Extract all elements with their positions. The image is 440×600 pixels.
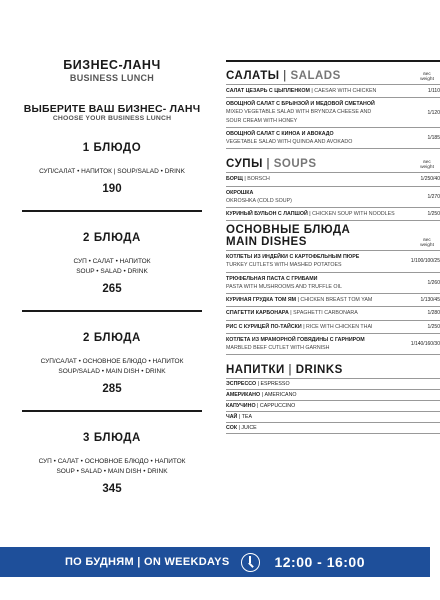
item-name-en: PASTA WITH MUSHROOMS AND TRUFFLE OIL xyxy=(226,283,342,290)
combo-desc xyxy=(22,357,202,377)
mains-header xyxy=(226,224,440,251)
item-name-ru: РИС С КУРИЦЕЙ ПО-ТАЙСКИ xyxy=(226,323,302,330)
section-title-ru: САЛАТЫ xyxy=(226,70,280,82)
weight-label-ru: вес xyxy=(423,159,431,165)
weight-header xyxy=(414,238,440,249)
section-title: САЛАТЫ | SALADS xyxy=(226,70,341,82)
menu-item: КУРИНЫЙ БУЛЬОН С ЛАПШОЙ | CHICKEN SOUP WITH NOODLES 1/250 xyxy=(226,208,440,221)
item-name-ru: САЛАТ ЦЕЗАРЬ С ЦЫПЛЕНКОМ xyxy=(226,88,310,95)
item-name-ru: КУРИНЫЙ БУЛЬОН С ЛАПШОЙ xyxy=(226,210,308,217)
item-weight: 1/250 xyxy=(427,211,440,218)
weight-label-ru: вес xyxy=(423,237,431,243)
menu-item: РИС С КУРИЦЕЙ ПО-ТАЙСКИ | RICE WITH CHICKEN THAI 1/250 xyxy=(226,321,440,334)
title-ru: БИЗНЕС-ЛАНЧ xyxy=(63,58,161,72)
combo-name: 2 БЛЮДА xyxy=(83,332,141,345)
item-weight: 1/110 xyxy=(427,88,440,95)
drink-item: КАПУЧИНО | CAPPUCCINO xyxy=(226,401,440,412)
choose-ru: ВЫБЕРИТЕ ВАШ БИЗНЕС- ЛАНЧ xyxy=(23,103,201,115)
item-name-ru: КОТЛЕТЫ ИЗ ИНДЕЙКИ С КАРТОФЕЛЬНЫМ ПЮРЕ xyxy=(226,254,360,261)
combo-desc-line: SOUP/SALAD • MAIN DISH • DRINK xyxy=(58,368,166,376)
menu-item xyxy=(226,251,440,272)
item-weight: 1/260 xyxy=(427,279,440,286)
combo-1 xyxy=(22,142,202,212)
item-weight: 1/250/40 xyxy=(420,176,440,183)
menu-item xyxy=(226,334,440,355)
combo-desc-line: СУП • САЛАТ • ОСНОВНОЕ БЛЮДО • НАПИТОК xyxy=(38,458,186,466)
menu-item: КУРИНАЯ ГРУДКА ТОМ ЯМ | CHICKEN BREAST TOM YAM 1/130/45 xyxy=(226,294,440,307)
hours-time: 12:00 - 16:00 xyxy=(274,554,366,570)
drink-item: ЧАЙ | TEA xyxy=(226,412,440,423)
item-name-en: TURKEY CUTLETS WITH MASHED POTATOES xyxy=(226,262,342,269)
item-name-en: SPAGHETTI CARBONARA xyxy=(293,310,358,317)
soups-header xyxy=(226,158,440,173)
combo-desc-line: СУП • САЛАТ • НАПИТОК xyxy=(73,258,151,266)
combo-4 xyxy=(22,432,202,495)
item-name-en: CAESAR WITH CHICKEN xyxy=(314,88,377,95)
choose-en: CHOOSE YOUR BUSINESS LUNCH xyxy=(52,115,172,122)
combo-price: 265 xyxy=(102,283,122,296)
combo-desc xyxy=(22,167,202,177)
item-name-en: MARBLED BEEF CUTLET WITH GARNISH xyxy=(226,344,330,351)
item-weight: 1/280 xyxy=(427,310,440,317)
item-name-ru: ОКРОШКА xyxy=(226,189,254,196)
drink-item: АМЕРИКАНО | AMERICANO xyxy=(226,390,440,401)
item-name-en: RICE WITH CHICKEN THAI xyxy=(306,323,373,330)
weight-label-en: weight xyxy=(420,243,434,249)
combo-desc xyxy=(22,257,202,277)
drink-name-en: ESPRESSO xyxy=(260,381,290,388)
combo-price: 190 xyxy=(102,183,122,196)
divider xyxy=(22,310,202,312)
item-name-en: BORSCH xyxy=(247,176,270,183)
drink-name-ru: СОК xyxy=(226,425,238,432)
menu-item xyxy=(226,187,440,208)
drink-item: СОК | JUICE xyxy=(226,423,440,434)
section-title-en: DRINKS xyxy=(295,364,343,377)
weight-label-en: weight xyxy=(420,165,434,171)
item-name-en: SOUR CREAM WITH HONEY xyxy=(226,117,298,124)
combo-name: 1 БЛЮДО xyxy=(82,142,142,154)
section-title-ru: ОСНОВНЫЕ БЛЮДА xyxy=(226,224,351,237)
drink-name-en: TEA xyxy=(241,414,252,421)
drink-name-ru: ЭСПРЕССО xyxy=(226,381,257,388)
drink-name-en: CAPPUCCINO xyxy=(259,403,296,410)
drink-item: ЭСПРЕССО | ESPRESSO xyxy=(226,379,440,390)
combo-price: 345 xyxy=(102,483,122,496)
menu-item: САЛАТ ЦЕЗАРЬ С ЦЫПЛЕНКОМ | CAESAR WITH CHICKEN 1/110 xyxy=(226,85,440,98)
menu-item xyxy=(226,273,440,294)
menu-item: БОРЩ | BORSCH 1/250/40 xyxy=(226,173,440,186)
item-name-ru: ОВОЩНОЙ САЛАТ С БРЫНЗОЙ И МЕДОВОЙ СМЕТАНОЙ xyxy=(226,101,375,108)
item-weight: 1/120 xyxy=(427,109,440,116)
drink-name-ru: ЧАЙ xyxy=(226,414,238,421)
section-title-en: MAIN DISHES xyxy=(226,236,307,249)
divider xyxy=(226,60,440,62)
item-weight: 1/250 xyxy=(427,323,440,330)
item-name-ru: БОРЩ xyxy=(226,176,243,183)
section-title: НАПИТКИ | DRINKS xyxy=(226,364,343,377)
item-weight: 1/185 xyxy=(427,135,440,142)
drink-name-en: AMERICANO xyxy=(264,392,297,399)
section-title xyxy=(226,224,350,248)
menu-item xyxy=(226,98,440,128)
combo-desc-line: СУП/САЛАТ • НАПИТОК | SOUP/SALAD • DRINK xyxy=(39,168,185,175)
item-weight: 1/130/45 xyxy=(420,297,440,304)
divider xyxy=(22,410,202,412)
weekdays-label: ПО БУДНЯМ | ON WEEKDAYS xyxy=(64,556,230,568)
item-name-ru: КОТЛЕТА ИЗ МРАМОРНОЙ ГОВЯДИНЫ С ГАРНИРОМ xyxy=(226,336,365,343)
section-title-en: SOUPS xyxy=(273,158,317,171)
drink-name-ru: АМЕРИКАНО xyxy=(226,392,261,399)
drinks-header xyxy=(226,364,440,379)
menu-panel xyxy=(226,60,440,434)
combo-price: 285 xyxy=(102,383,122,396)
section-title: СУПЫ | SOUPS xyxy=(226,158,317,171)
combo-name: 2 БЛЮДА xyxy=(83,232,141,245)
item-name-en: VEGETABLE SALAD WITH QUINOA AND AVOKADO xyxy=(226,139,353,146)
title-en: BUSINESS LUNCH xyxy=(69,73,155,83)
weight-header xyxy=(414,160,440,171)
item-name-ru: ТРЮФЕЛЬНАЯ ПАСТА С ГРИБАМИ xyxy=(226,275,318,282)
weight-header xyxy=(414,72,440,83)
item-name-ru: КУРИНАЯ ГРУДКА ТОМ ЯМ xyxy=(226,297,297,304)
combo-2 xyxy=(22,232,202,312)
item-name-en: CHICKEN SOUP WITH NOODLES xyxy=(312,210,395,217)
item-name-en: OKROSHKA (COLD SOUP) xyxy=(226,197,292,204)
combo-desc-line: SOUP • SALAD • DRINK xyxy=(76,268,148,276)
item-weight: 1/270 xyxy=(427,193,440,200)
combo-desc-line: СУП/САЛАТ • ОСНОВНОЕ БЛЮДО • НАПИТОК xyxy=(40,358,184,366)
item-name-en: MIXED VEGETABLE SALAD WITH BRYNDZA CHEESE AND xyxy=(226,109,372,116)
combo-desc-line: SOUP • SALAD • MAIN DISH • DRINK xyxy=(56,468,168,476)
clock-icon xyxy=(241,553,260,572)
drink-name-en: JUICE xyxy=(241,425,257,432)
menu-item xyxy=(226,128,440,149)
business-lunch-panel xyxy=(22,58,202,495)
combo-3 xyxy=(22,332,202,412)
combo-name: 3 БЛЮДА xyxy=(83,432,141,445)
weight-label-ru: вес xyxy=(423,71,431,77)
drink-name-ru: КАПУЧИНО xyxy=(226,403,256,410)
item-name-en: CHICKEN BREAST TOM YAM xyxy=(300,297,373,304)
hours-banner xyxy=(0,547,430,577)
divider xyxy=(22,210,202,212)
weight-label-en: weight xyxy=(420,76,434,82)
section-title-en: SALADS xyxy=(290,70,341,82)
menu-item: СПАГЕТТИ КАРБОНАРА | SPAGHETTI CARBONARA 1/280 xyxy=(226,307,440,320)
section-title-ru: НАПИТКИ xyxy=(226,364,285,377)
item-weight: 1/100/100/25 xyxy=(410,258,440,265)
item-name-ru: ОВОЩНОЙ САЛАТ С КИНОА И АВОКАДО xyxy=(226,130,334,137)
item-weight: 1/140/160/30 xyxy=(410,340,440,347)
item-name-ru: СПАГЕТТИ КАРБОНАРА xyxy=(226,310,289,317)
salads-header xyxy=(226,70,440,85)
combo-desc xyxy=(22,457,202,477)
section-title-ru: СУПЫ xyxy=(226,158,263,171)
